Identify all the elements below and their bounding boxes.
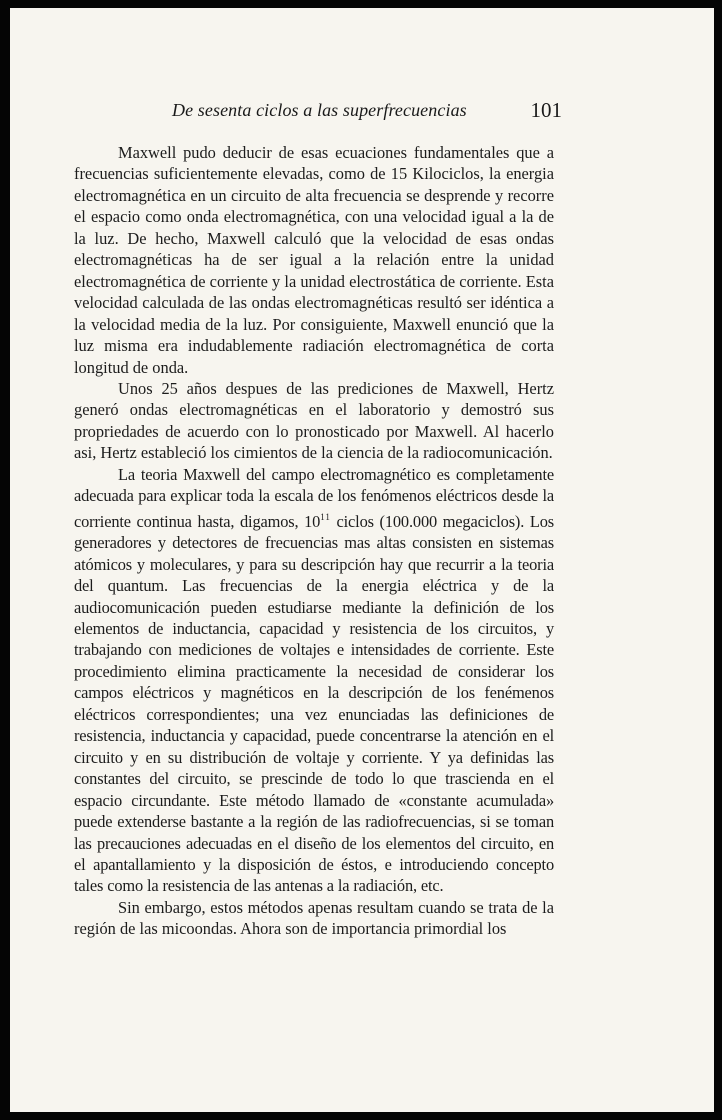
page-number: 101	[530, 98, 562, 122]
exponent: 11	[320, 511, 331, 522]
paragraph-3-text-start: La teoria Maxwell del campo electromagnético es completamente adecuada para explicar toda la escala de los fenómenos eléctricos desde la corriente continua hasta, digamos, 10	[74, 464, 554, 531]
page-header	[172, 94, 568, 130]
paragraph-2: Unos 25 años despues de las prediciones de Maxwell, Hertz generó ondas electromagnéticas en el laboratorio y demostró sus propriedades de acuerdo con lo pronosticado por Maxwell. Al hacerlo asi, Hertz estableció los cimientos de la ciencia de la radiocomunicación.	[74, 378, 554, 463]
paragraph-1: Maxwell pudo deducir de esas ecuaciones fundamentales que a frecuencias suficientemente elevadas, como de 15 Kilociclos, la energia electromagnética en un circuito de alta frecuencia se desprende y recorre el espacio como onda electromagnética, con una velocidad igual a la de la luz. De hecho, Maxwell calculó que la velocidad de esas ondas electromagnéticas ha de ser igual a la relación entre la unidad electromagnética de corriente y la unidad electrostática de corriente. Esta velocidad calculada de las ondas electromagnéticas resultó ser idéntica a la velocidad media de la luz. Por consiguiente, Maxwell enunció que la luz misma era indudablemente radiación electromagnética de corta longitud de onda.	[74, 143, 554, 377]
paragraph-4: Sin embargo, estos métodos apenas resultam cuando se trata de la región de las micoondas. Ahora son de importancia primordial los	[74, 897, 554, 939]
running-title: De sesenta ciclos a las superfrecuencias	[172, 100, 467, 120]
paragraph-3-text-end: ciclos (100.000 megaciclos). Los generadores y detectores de frecuencias mas altas consisten en sistemas atómicos y moleculares, y para su descripción hay que recurrir a la teoria del quantum. Las frecuencias de la energia eléctrica y de la audiocomunicación pueden estudiarse mediante la definición de los elementos de inductancia, capacidad y resistencia de los circuitos, y trabajando con mediciones de voltajes e intensidades de corriente. Este procedimiento elimina practicamente la necesidad de considerar los campos eléctricos y magnéticos en la descripción de los fenémenos eléctricos correspondientes; una vez enunciadas las definiciones de resistencia, inductancia y capacidad, puede concentrarse la atención en el circuito y en su distribución de voltaje y corriente. Y ya definidas las constantes del circuito, se prescinde de todo lo que trascienda en el espacio circundante. Este método llamado de «constante acumulada» puede extenderse bastante a la región de las radiofrecuencias, si se toman las precauciones adecuadas en el diseño de los elementos del circuito, en el apantallamiento y la disposición de éstos, e introduciendo concepto tales como la resistencia de las antenas a la radiación, etc.	[74, 511, 554, 896]
paragraph-3	[74, 464, 554, 897]
book-page	[10, 8, 714, 1112]
body-text	[74, 142, 554, 940]
